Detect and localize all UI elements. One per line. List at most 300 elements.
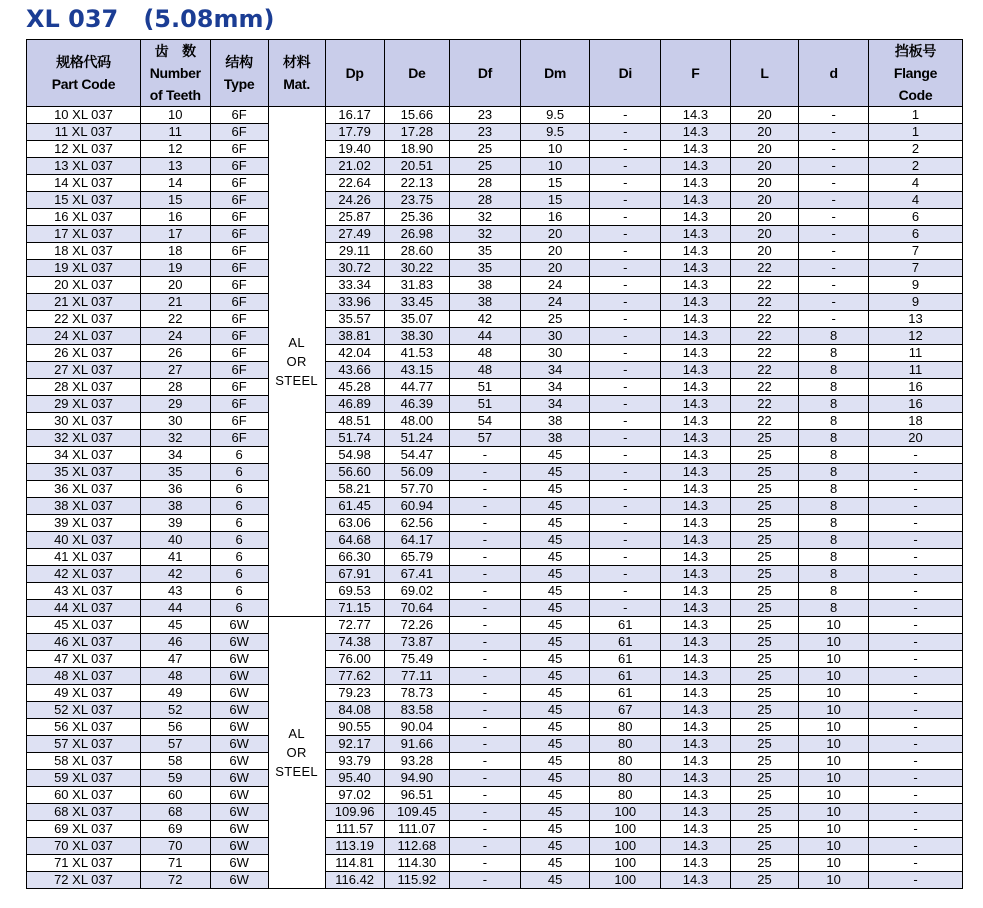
dp-cell: 48.51 [325, 413, 384, 430]
dm-cell: 45 [520, 583, 590, 600]
part-code-cell: 16 XL 037 [27, 209, 141, 226]
material-header: 材料 Mat. [268, 40, 325, 107]
f-cell: 14.3 [661, 719, 731, 736]
type-cell: 6W [210, 838, 268, 855]
type-cell: 6W [210, 668, 268, 685]
di-cell: - [590, 124, 661, 141]
d-cell: 8 [799, 362, 869, 379]
dm-cell: 45 [520, 702, 590, 719]
di-cell: - [590, 328, 661, 345]
table-row [27, 838, 963, 855]
flange-code-cell: - [868, 464, 962, 481]
teeth-cell: 32 [140, 430, 210, 447]
flange-code-cell: 1 [868, 124, 962, 141]
type-cell: 6F [210, 192, 268, 209]
f-header: F [661, 40, 731, 107]
page-title: XL 037 (5.08mm) [26, 5, 275, 33]
d-cell: 8 [799, 447, 869, 464]
dp-cell: 77.62 [325, 668, 384, 685]
type-cell: 6F [210, 379, 268, 396]
f-cell: 14.3 [661, 345, 731, 362]
d-cell: - [799, 277, 869, 294]
di-cell: - [590, 430, 661, 447]
table-row [27, 447, 963, 464]
part-code-cell: 47 XL 037 [27, 651, 141, 668]
f-cell: 14.3 [661, 668, 731, 685]
dp-cell: 19.40 [325, 141, 384, 158]
di-cell: - [590, 243, 661, 260]
table-row [27, 634, 963, 651]
dm-cell: 45 [520, 617, 590, 634]
flange-code-cell: 9 [868, 277, 962, 294]
df-header: Df [450, 40, 521, 107]
part-code-cell: 20 XL 037 [27, 277, 141, 294]
de-cell: 26.98 [384, 226, 449, 243]
df-cell: - [450, 719, 521, 736]
table-row [27, 770, 963, 787]
de-cell: 69.02 [384, 583, 449, 600]
dm-cell: 45 [520, 804, 590, 821]
d-cell: - [799, 243, 869, 260]
di-cell: 61 [590, 634, 661, 651]
teeth-cell: 18 [140, 243, 210, 260]
flange-code-cell: - [868, 838, 962, 855]
part-code-cell: 40 XL 037 [27, 532, 141, 549]
d-cell: 8 [799, 549, 869, 566]
l-cell: 25 [730, 685, 799, 702]
d-cell: - [799, 294, 869, 311]
l-cell: 22 [730, 413, 799, 430]
d-cell: 10 [799, 685, 869, 702]
di-cell: - [590, 192, 661, 209]
teeth-cell: 71 [140, 855, 210, 872]
d-cell: 10 [799, 719, 869, 736]
l-cell: 22 [730, 277, 799, 294]
dm-cell: 24 [520, 294, 590, 311]
df-cell: - [450, 617, 521, 634]
l-cell: 25 [730, 617, 799, 634]
table-row [27, 124, 963, 141]
f-cell: 14.3 [661, 413, 731, 430]
table-row [27, 464, 963, 481]
df-cell: - [450, 583, 521, 600]
df-cell: - [450, 838, 521, 855]
teeth-cell: 41 [140, 549, 210, 566]
dp-cell: 25.87 [325, 209, 384, 226]
di-cell: - [590, 413, 661, 430]
di-cell: 80 [590, 719, 661, 736]
dm-cell: 45 [520, 719, 590, 736]
dm-cell: 45 [520, 566, 590, 583]
material-line: OR [286, 354, 307, 369]
dm-cell: 45 [520, 787, 590, 804]
part-code-cell: 28 XL 037 [27, 379, 141, 396]
table-row [27, 294, 963, 311]
l-cell: 25 [730, 651, 799, 668]
part-code-cell: 49 XL 037 [27, 685, 141, 702]
table-row [27, 515, 963, 532]
di-cell: - [590, 141, 661, 158]
df-cell: - [450, 821, 521, 838]
di-cell: 61 [590, 617, 661, 634]
table-row [27, 277, 963, 294]
dm-cell: 30 [520, 345, 590, 362]
type-cell: 6W [210, 702, 268, 719]
l-cell: 22 [730, 379, 799, 396]
d-cell: 8 [799, 379, 869, 396]
l-cell: 25 [730, 770, 799, 787]
f-cell: 14.3 [661, 532, 731, 549]
part-code-cell: 60 XL 037 [27, 787, 141, 804]
flange-code-cell: 4 [868, 175, 962, 192]
de-cell: 90.04 [384, 719, 449, 736]
flange-code-cell: 11 [868, 362, 962, 379]
dp-cell: 72.77 [325, 617, 384, 634]
dm-cell: 45 [520, 481, 590, 498]
f-cell: 14.3 [661, 107, 731, 124]
df-cell: 28 [450, 175, 521, 192]
part-code-cell: 21 XL 037 [27, 294, 141, 311]
flange-code-cell: 4 [868, 192, 962, 209]
teeth-cell: 39 [140, 515, 210, 532]
di-cell: - [590, 464, 661, 481]
teeth-cell: 30 [140, 413, 210, 430]
dp-cell: 109.96 [325, 804, 384, 821]
dp-cell: 71.15 [325, 600, 384, 617]
df-cell: 57 [450, 430, 521, 447]
de-header: De [384, 40, 449, 107]
l-cell: 25 [730, 736, 799, 753]
d-cell: - [799, 158, 869, 175]
part-code-cell: 15 XL 037 [27, 192, 141, 209]
material-line: AL [288, 726, 305, 741]
dm-cell: 45 [520, 464, 590, 481]
table-row [27, 107, 963, 124]
f-cell: 14.3 [661, 430, 731, 447]
di-cell: - [590, 515, 661, 532]
teeth-cell: 22 [140, 311, 210, 328]
part-code-cell: 72 XL 037 [27, 872, 141, 889]
table-row [27, 379, 963, 396]
dm-cell: 15 [520, 175, 590, 192]
dp-cell: 97.02 [325, 787, 384, 804]
table-row [27, 685, 963, 702]
l-cell: 25 [730, 821, 799, 838]
di-cell: 100 [590, 872, 661, 889]
flange-code-cell: - [868, 600, 962, 617]
table-row [27, 566, 963, 583]
de-cell: 78.73 [384, 685, 449, 702]
f-cell: 14.3 [661, 209, 731, 226]
df-cell: 28 [450, 192, 521, 209]
dm-cell: 34 [520, 379, 590, 396]
dm-cell: 16 [520, 209, 590, 226]
de-cell: 22.13 [384, 175, 449, 192]
f-cell: 14.3 [661, 396, 731, 413]
dm-cell: 9.5 [520, 107, 590, 124]
di-cell: - [590, 362, 661, 379]
teeth-cell: 49 [140, 685, 210, 702]
di-cell: 80 [590, 736, 661, 753]
df-cell: 54 [450, 413, 521, 430]
teeth-cell: 19 [140, 260, 210, 277]
teeth-cell: 21 [140, 294, 210, 311]
type-cell: 6F [210, 430, 268, 447]
part-code-cell: 58 XL 037 [27, 753, 141, 770]
d-cell: 8 [799, 345, 869, 362]
de-cell: 25.36 [384, 209, 449, 226]
material-line: STEEL [275, 373, 318, 388]
type-cell: 6 [210, 464, 268, 481]
teeth-cell: 47 [140, 651, 210, 668]
teeth-cell: 59 [140, 770, 210, 787]
dp-cell: 21.02 [325, 158, 384, 175]
d-cell: - [799, 175, 869, 192]
type-cell: 6F [210, 158, 268, 175]
teeth-cell: 52 [140, 702, 210, 719]
part-code-cell: 12 XL 037 [27, 141, 141, 158]
type-cell: 6 [210, 447, 268, 464]
de-cell: 17.28 [384, 124, 449, 141]
df-cell: 42 [450, 311, 521, 328]
flange-code-cell: 16 [868, 379, 962, 396]
d-cell: 8 [799, 481, 869, 498]
di-cell: - [590, 532, 661, 549]
table-row [27, 549, 963, 566]
d-cell: 10 [799, 770, 869, 787]
de-cell: 38.30 [384, 328, 449, 345]
type-cell: 6F [210, 107, 268, 124]
teeth-cell: 10 [140, 107, 210, 124]
dp-cell: 38.81 [325, 328, 384, 345]
l-cell: 25 [730, 600, 799, 617]
de-cell: 109.45 [384, 804, 449, 821]
f-cell: 14.3 [661, 583, 731, 600]
de-cell: 44.77 [384, 379, 449, 396]
f-cell: 14.3 [661, 175, 731, 192]
d-cell: 10 [799, 838, 869, 855]
type-cell: 6W [210, 872, 268, 889]
dp-cell: 66.30 [325, 549, 384, 566]
teeth-cell: 24 [140, 328, 210, 345]
type-cell: 6W [210, 787, 268, 804]
f-cell: 14.3 [661, 243, 731, 260]
type-cell: 6W [210, 719, 268, 736]
type-cell: 6W [210, 855, 268, 872]
di-cell: - [590, 396, 661, 413]
part-code-cell: 10 XL 037 [27, 107, 141, 124]
flange-code-cell: - [868, 651, 962, 668]
type-cell: 6W [210, 617, 268, 634]
dm-cell: 10 [520, 141, 590, 158]
dp-cell: 33.34 [325, 277, 384, 294]
dm-cell: 45 [520, 736, 590, 753]
teeth-cell: 44 [140, 600, 210, 617]
part-code-cell: 57 XL 037 [27, 736, 141, 753]
de-cell: 15.66 [384, 107, 449, 124]
dp-cell: 64.68 [325, 532, 384, 549]
di-cell: 61 [590, 651, 661, 668]
dp-cell: 93.79 [325, 753, 384, 770]
material-line: STEEL [275, 764, 318, 779]
table-row [27, 804, 963, 821]
f-cell: 14.3 [661, 753, 731, 770]
f-cell: 14.3 [661, 294, 731, 311]
f-cell: 14.3 [661, 702, 731, 719]
type-cell: 6F [210, 396, 268, 413]
l-cell: 25 [730, 702, 799, 719]
table-row [27, 413, 963, 430]
df-cell: 32 [450, 226, 521, 243]
f-cell: 14.3 [661, 634, 731, 651]
flange-code-cell: 6 [868, 226, 962, 243]
d-cell: - [799, 107, 869, 124]
di-cell: - [590, 158, 661, 175]
part-code-cell: 36 XL 037 [27, 481, 141, 498]
de-cell: 70.64 [384, 600, 449, 617]
table-row [27, 668, 963, 685]
dp-cell: 58.21 [325, 481, 384, 498]
teeth-cell: 28 [140, 379, 210, 396]
type-cell: 6 [210, 515, 268, 532]
f-cell: 14.3 [661, 515, 731, 532]
table-row [27, 430, 963, 447]
type-cell: 6W [210, 821, 268, 838]
dm-cell: 45 [520, 770, 590, 787]
dp-cell: 95.40 [325, 770, 384, 787]
l-cell: 25 [730, 464, 799, 481]
part-code-cell: 11 XL 037 [27, 124, 141, 141]
flange-code-cell: - [868, 447, 962, 464]
l-cell: 25 [730, 872, 799, 889]
dp-cell: 33.96 [325, 294, 384, 311]
f-cell: 14.3 [661, 770, 731, 787]
l-cell: 25 [730, 549, 799, 566]
dp-cell: 24.26 [325, 192, 384, 209]
df-cell: 44 [450, 328, 521, 345]
dm-cell: 45 [520, 549, 590, 566]
type-cell: 6 [210, 549, 268, 566]
flange-code-cell: 20 [868, 430, 962, 447]
d-cell: 10 [799, 634, 869, 651]
dp-header: Dp [325, 40, 384, 107]
table-row [27, 583, 963, 600]
d-cell: 10 [799, 736, 869, 753]
l-cell: 25 [730, 838, 799, 855]
flange-code-cell: 16 [868, 396, 962, 413]
dm-cell: 45 [520, 651, 590, 668]
teeth-cell: 36 [140, 481, 210, 498]
flange-code-header: 挡板号 Flange Code [868, 40, 962, 107]
dm-cell: 38 [520, 430, 590, 447]
di-cell: - [590, 498, 661, 515]
df-cell: 51 [450, 379, 521, 396]
flange-code-cell: 6 [868, 209, 962, 226]
de-cell: 115.92 [384, 872, 449, 889]
type-cell: 6F [210, 345, 268, 362]
l-cell: 25 [730, 430, 799, 447]
type-cell: 6 [210, 583, 268, 600]
flange-code-cell: - [868, 702, 962, 719]
flange-code-cell: - [868, 668, 962, 685]
dp-cell: 46.89 [325, 396, 384, 413]
de-cell: 62.56 [384, 515, 449, 532]
material-cell [268, 617, 325, 889]
teeth-cell: 57 [140, 736, 210, 753]
dp-cell: 54.98 [325, 447, 384, 464]
di-cell: 61 [590, 668, 661, 685]
f-cell: 14.3 [661, 158, 731, 175]
de-cell: 43.15 [384, 362, 449, 379]
part-code-cell: 56 XL 037 [27, 719, 141, 736]
de-cell: 60.94 [384, 498, 449, 515]
f-cell: 14.3 [661, 141, 731, 158]
teeth-cell: 17 [140, 226, 210, 243]
l-cell: 20 [730, 243, 799, 260]
dp-cell: 76.00 [325, 651, 384, 668]
dm-cell: 45 [520, 685, 590, 702]
table-row [27, 872, 963, 889]
dp-cell: 74.38 [325, 634, 384, 651]
f-cell: 14.3 [661, 566, 731, 583]
teeth-cell: 60 [140, 787, 210, 804]
l-cell: 22 [730, 311, 799, 328]
dp-cell: 63.06 [325, 515, 384, 532]
f-cell: 14.3 [661, 600, 731, 617]
dp-cell: 56.60 [325, 464, 384, 481]
df-cell: - [450, 549, 521, 566]
l-cell: 25 [730, 515, 799, 532]
table-row [27, 787, 963, 804]
part-code-cell: 45 XL 037 [27, 617, 141, 634]
df-cell: - [450, 770, 521, 787]
dm-cell: 45 [520, 447, 590, 464]
table-row [27, 345, 963, 362]
dp-cell: 79.23 [325, 685, 384, 702]
de-cell: 51.24 [384, 430, 449, 447]
l-cell: 25 [730, 753, 799, 770]
dm-cell: 45 [520, 498, 590, 515]
dm-cell: 45 [520, 515, 590, 532]
l-cell: 25 [730, 634, 799, 651]
part-code-cell: 22 XL 037 [27, 311, 141, 328]
type-cell: 6F [210, 175, 268, 192]
l-cell: 22 [730, 260, 799, 277]
df-cell: 25 [450, 141, 521, 158]
type-cell: 6W [210, 651, 268, 668]
type-cell: 6F [210, 141, 268, 158]
table-row [27, 192, 963, 209]
teeth-cell: 46 [140, 634, 210, 651]
type-cell: 6F [210, 328, 268, 345]
de-cell: 96.51 [384, 787, 449, 804]
dm-cell: 20 [520, 226, 590, 243]
dp-cell: 67.91 [325, 566, 384, 583]
f-cell: 14.3 [661, 277, 731, 294]
di-cell: - [590, 277, 661, 294]
type-cell: 6W [210, 770, 268, 787]
de-cell: 67.41 [384, 566, 449, 583]
dm-cell: 38 [520, 413, 590, 430]
flange-code-cell: - [868, 872, 962, 889]
de-cell: 111.07 [384, 821, 449, 838]
table-row [27, 311, 963, 328]
flange-code-cell: - [868, 804, 962, 821]
part-code-cell: 59 XL 037 [27, 770, 141, 787]
flange-code-cell: - [868, 481, 962, 498]
di-header: Di [590, 40, 661, 107]
de-cell: 46.39 [384, 396, 449, 413]
